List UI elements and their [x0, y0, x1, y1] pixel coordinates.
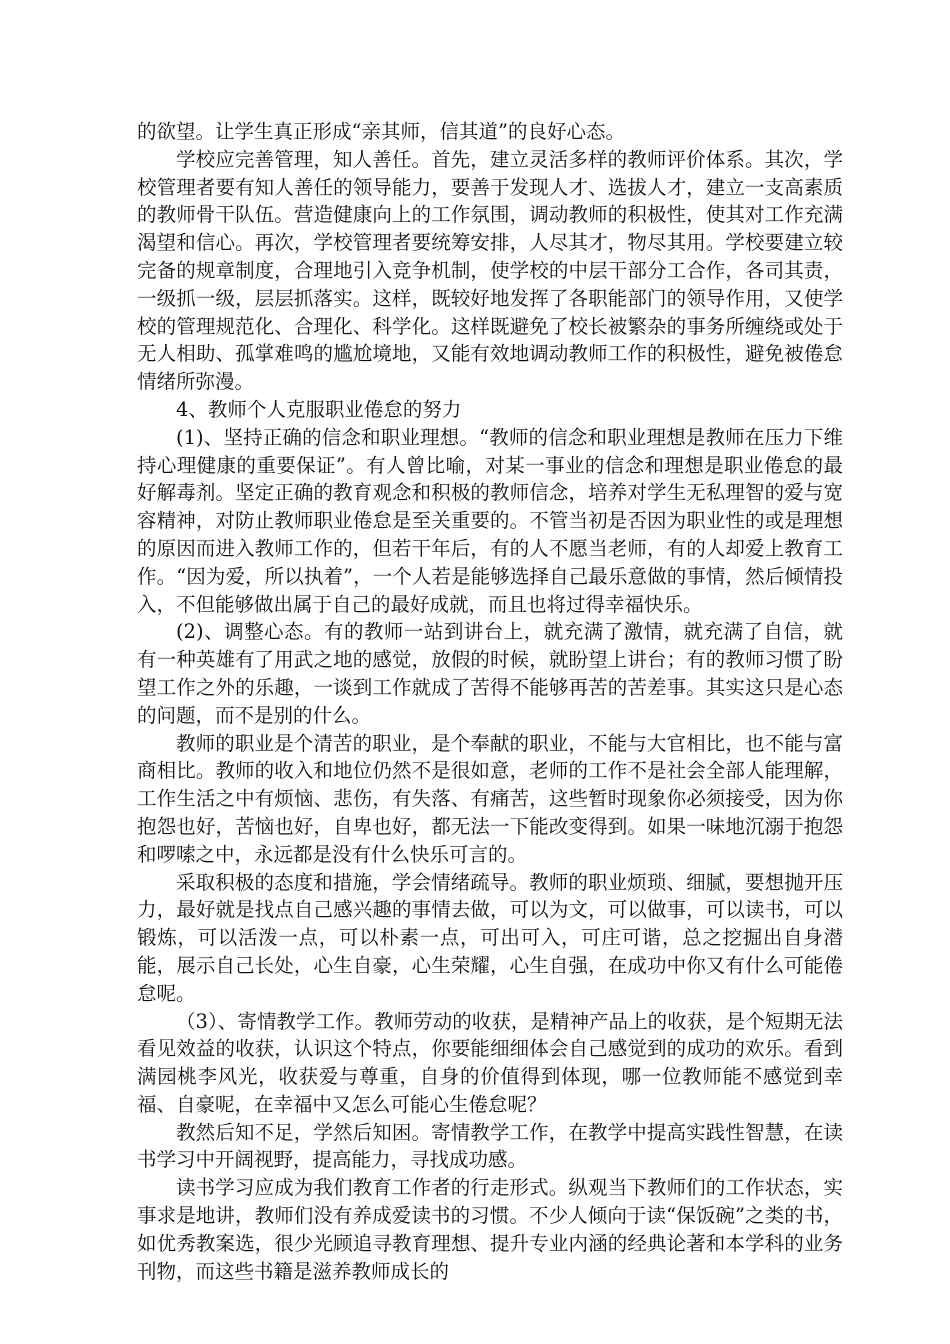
document-body	[137, 118, 843, 1285]
paragraph-teacher-profession: 教师的职业是个清苦的职业，是个奉献的职业，不能与大官相比，也不能与富商相比。教师的收入和地位仍然不是很如意，老师的工作不是社会全部人能理解，工作生活之中有烦恼、悲伤，有失落、有痛苦，这些暂时现象你必须接受，因为你抱怨也好，苦恼也好，自卑也好，都无法一下能改变得到。如果一味地沉溺于抱怨和啰嗦之中，永远都是没有什么快乐可言的。	[137, 731, 843, 866]
paragraph-school-management: 学校应完善管理，知人善任。首先，建立灵活多样的教师评价体系。其次，学校管理者要有知人善任的领导能力，要善于发现人才、选拔人才，建立一支高素质的教师骨干队伍。营造健康向上的工作氛围，调动教师的积极性，使其对工作充满渴望和信心。再次，学校管理者要统筹安排，人尽其才，物尽其用。学校要建立较完备的规章制度，合理地引入竞争机制，使学校的中层干部分工合作，各司其责，一级抓一级，层层抓落实。这样，既较好地发挥了各职能部门的领导作用，又使学校的管理规范化、合理化、科学化。这样既避免了校长被繁杂的事务所缠绕或处于无人相助、孤掌难鸣的尴尬境地，又能有效地调动教师工作的积极性，避免被倦怠情绪所弥漫。	[137, 147, 843, 394]
section-heading-teacher-effort: 4、教师个人克服职业倦怠的努力	[176, 397, 462, 421]
paragraph-devote-teaching: （3）、寄情教学工作。教师劳动的收获，是精神产品上的收获，是个短期无法看见效益的收获，认识这个特点，你要能细细体会自己感觉到的成功的欢乐。看到满园桃李风光，收获爱与尊重，自身的价值得到体现，哪一位教师能不感觉到幸福、自豪呢，在幸福中又怎么可能心生倦怠呢？	[137, 1009, 843, 1116]
paragraph-emotion-guidance: 采取积极的态度和措施，学会情绪疏导。教师的职业烦琐、细腻，要想抛开压力，最好就是找点自己感兴趣的事情去做，可以为文，可以做事，可以读书，可以锻炼，可以活泼一点，可以朴素一点，可出可入，可庄可谐，总之挖掘出自身潜能，展示自己长处，心生自豪，心生荣耀，心生自强，在成功中你又有什么可能倦怠呢。	[137, 870, 843, 1005]
paragraph-adjust-mindset: (2)、调整心态。有的教师一站到讲台上，就充满了激情，就充满了自信，就有一种英雄有了用武之地的感觉，放假的时候，就盼望上讲台；有的教师习惯了盼望工作之外的乐趣，一谈到工作就成了苦得不能够再苦的苦差事。其实这只是心态的问题，而不是别的什么。	[137, 620, 843, 727]
paragraph-belief-ideal: (1)、坚持正确的信念和职业理想。“教师的信念和职业理想是教师在压力下维持心理健康的重要保证”。有人曾比喻，对某一事业的信念和理想是职业倦怠的最好解毒剂。坚定正确的教育观念和积极的教师信念，培养对学生无私理智的爱与宽容精神，对防止教师职业倦怠是至关重要的。不管当初是否因为职业性的或是理想的原因而进入教师工作的，但若干年后，有的人不愿当老师，有的人却爱上教育工作。“因为爱，所以执着”，一个人若是能够选择自己最乐意做的事情，然后倾情投入，不但能够做出属于自己的最好成就，而且也将过得幸福快乐。	[137, 425, 843, 616]
paragraph-continuation: 的欲望。让学生真正形成“亲其师，信其道”的良好心态。	[137, 120, 625, 143]
paragraph-learn-insufficiency: 教然后知不足，学然后知困。寄情教学工作，在教学中提高实践性智慧，在读书学习中开阔视野，提高能力，寻找成功感。	[137, 1120, 843, 1172]
paragraph-reading-study: 读书学习应成为我们教育工作者的行走形式。纵观当下教师们的工作状态，实事求是地讲，教师们没有养成爱读书的习惯。不少人倾向于读“保饭碗”之类的书，如优秀教案选，很少光顾追寻教育理想、提升专业内涵的经典论著和本学科的业务刊物，而这些书籍是滋养教师成长的	[137, 1176, 843, 1283]
